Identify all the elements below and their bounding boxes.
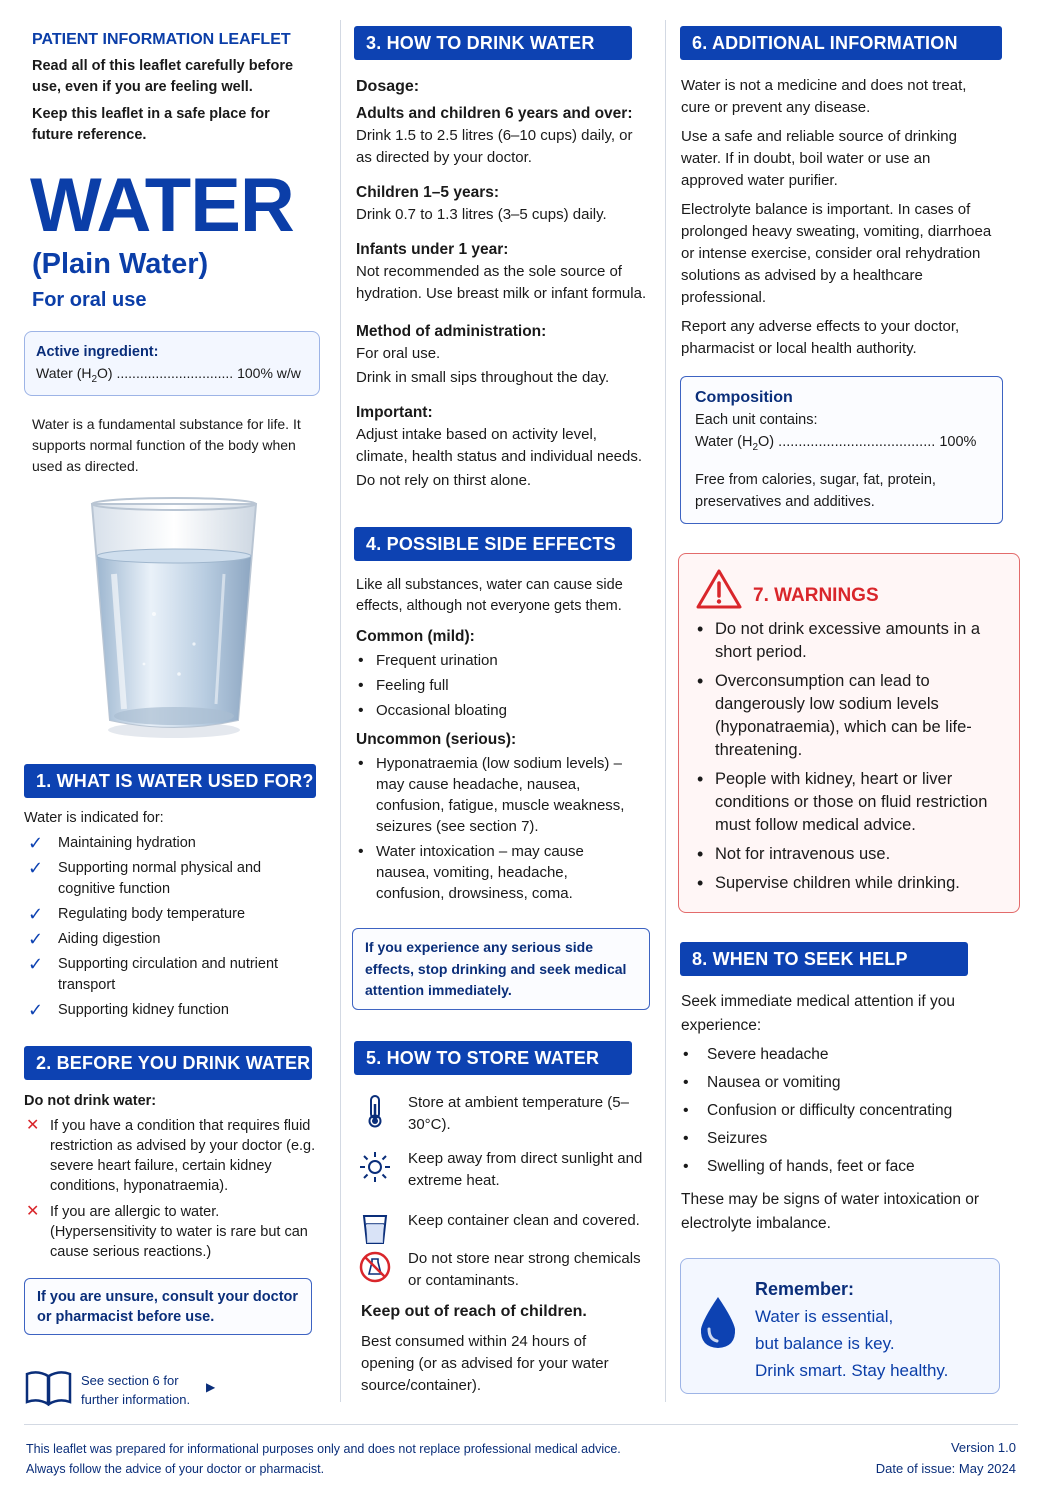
intro-text: Read all of this leaflet carefully before use, even if you are feeling well. bbox=[32, 58, 294, 95]
side-effects-note-box bbox=[352, 928, 650, 1010]
list-item: • Swelling of hands, feet or face bbox=[681, 1156, 1001, 1178]
section-3-header: 3. HOW TO DRINK WATER bbox=[354, 26, 632, 60]
section-1-header: 1. WHAT IS WATER USED FOR? bbox=[24, 764, 316, 798]
list-item: • Hyponatraemia (low sodium levels) – may cause headache, nausea, confusion, fatigue, muscle weakness, seizures (see section 7). bbox=[356, 753, 648, 837]
list-item: • Confusion or difficulty concentrating bbox=[681, 1100, 1001, 1122]
children-warning: Keep out of reach of children. bbox=[361, 1303, 587, 1320]
list-item: ✓ Maintaining hydration bbox=[28, 833, 196, 853]
adults-heading: Adults and children 6 years and over: bbox=[356, 105, 633, 122]
page-title: WATER bbox=[30, 163, 294, 248]
column-divider bbox=[340, 20, 341, 1402]
additional-text: Report any adverse effects to your doctor, pharmacist or local health authority. bbox=[681, 318, 960, 357]
section-5-header: 5. HOW TO STORE WATER bbox=[354, 1041, 632, 1075]
storage-row: Keep away from direct sunlight and extreme heat. bbox=[352, 1148, 652, 1192]
no-chemicals-icon bbox=[358, 1250, 392, 1284]
infants-text: Not recommended as the sole source of hydration. Use breast milk or infant formula. bbox=[356, 263, 647, 302]
contraindications-list bbox=[24, 1116, 322, 1262]
list-item: • Nausea or vomiting bbox=[681, 1072, 1001, 1094]
footer-divider bbox=[24, 1424, 1018, 1425]
list-item: • Feeling full bbox=[356, 675, 656, 696]
thermometer-icon bbox=[358, 1094, 392, 1128]
storage-row: Do not store near strong chemicals or contaminants. bbox=[352, 1248, 652, 1292]
children-heading: Children 1–5 years: bbox=[356, 184, 500, 201]
footer-version: Version 1.0 Date of issue: May 2024 bbox=[875, 1440, 1016, 1476]
list-item: • Supervise children while drinking. bbox=[695, 872, 1003, 895]
composition-line: Water $(H_2O)$ ....................................... 100% bbox=[695, 434, 977, 453]
sun-icon bbox=[358, 1150, 392, 1184]
infants-heading: Infants under 1 year: bbox=[356, 241, 509, 258]
check-icon: ✓ bbox=[28, 1000, 44, 1020]
section-2-intro: Do not drink water: bbox=[24, 1093, 157, 1109]
active-ingredient-heading: Active ingredient: bbox=[36, 344, 159, 360]
section-6-header: 6. ADDITIONAL INFORMATION bbox=[680, 26, 1002, 60]
important-text: Adjust intake based on activity level, climate, health status and individual needs. bbox=[356, 426, 643, 465]
warnings-box bbox=[678, 553, 1020, 913]
list-item: • Water intoxication – may cause nausea, vomiting, headache, confusion, drowsiness, coma. bbox=[356, 841, 626, 904]
important-text: Do not rely on thirst alone. bbox=[356, 472, 532, 489]
children-text: Drink 0.7 to 1.3 litres (3–5 cups) daily. bbox=[356, 206, 607, 223]
check-icon: ✓ bbox=[28, 929, 44, 949]
consult-note-box bbox=[24, 1278, 312, 1335]
cup-icon bbox=[358, 1212, 392, 1246]
section-8-outro: These may be signs of water intoxication or electrolyte imbalance. bbox=[681, 1191, 980, 1232]
uncommon-heading: Uncommon (serious): bbox=[356, 731, 517, 748]
common-heading: Common (mild): bbox=[356, 628, 475, 645]
list-item: • Seizures bbox=[681, 1128, 1001, 1150]
list-item: ✓ Regulating body temperature bbox=[28, 904, 246, 924]
method-text: Drink in small sips throughout the day. bbox=[356, 369, 610, 386]
warnings-list bbox=[695, 618, 1003, 895]
list-item: • People with kidney, heart or liver conditions or those on fluid restriction must follow medical advice. bbox=[695, 768, 1007, 837]
additional-text: Use a safe and reliable source of drinking water. If in doubt, boil water or use an approved water purifier. bbox=[681, 128, 957, 189]
additional-text: Electrolyte balance is important. In cases of prolonged heavy sweating, vomiting, diarrhoea or intense exercise, consider oral rehydration solutions as advised by a healthcare professional. bbox=[681, 201, 992, 306]
warnings-heading: 7. WARNINGS bbox=[753, 585, 879, 606]
section-4-intro: Like all substances, water can cause side effects, although not everyone gets them. bbox=[356, 577, 623, 614]
list-item: ✕ If you are allergic to water. (Hypersensitivity to water is rare but can cause serious reactions.) bbox=[26, 1203, 308, 1260]
list-item: • Severe headache bbox=[681, 1044, 1001, 1066]
storage-row: Store at ambient temperature (5–30°C). bbox=[352, 1092, 652, 1136]
list-item: ✕ If you have a condition that requires fluid restriction as advised by your doctor (e.g. severe heart failure, certain kidney conditions, hyponatraemia). bbox=[26, 1117, 316, 1194]
consume-text: Best consumed within 24 hours of opening (or as advised for your water source/container). bbox=[361, 1333, 609, 1394]
composition-each: Each unit contains: bbox=[695, 412, 818, 428]
column-divider bbox=[665, 20, 666, 1402]
remember-text: Water is essential, but balance is key. Drink smart. Stay healthy. bbox=[755, 1307, 949, 1380]
composition-heading: Composition bbox=[695, 389, 793, 406]
book-icon bbox=[24, 1368, 74, 1408]
method-text: For oral use. bbox=[356, 345, 441, 362]
list-item: ✓ Supporting kidney function bbox=[28, 1000, 229, 1020]
list-item: ✓ Supporting normal physical and cognitive function bbox=[28, 858, 262, 897]
section-2-header: 2. BEFORE YOU DRINK WATER bbox=[24, 1046, 312, 1080]
dosage-heading: Dosage: bbox=[356, 78, 420, 95]
route-label: For oral use bbox=[32, 289, 147, 311]
arrow-right-icon: ▶ bbox=[206, 1380, 216, 1394]
storage-row: Keep container clean and covered. bbox=[352, 1210, 652, 1232]
seek-help-list bbox=[681, 1044, 1001, 1178]
cross-icon: ✕ bbox=[26, 1203, 40, 1220]
composition-free: Free from calories, sugar, fat, protein, preservatives and additives. bbox=[695, 471, 936, 510]
adults-text: Drink 1.5 to 2.5 litres (6–10 cups) daily, or as directed by your doctor. bbox=[356, 127, 633, 166]
check-icon: ✓ bbox=[28, 833, 44, 853]
section-1-intro: Water is indicated for: bbox=[24, 810, 164, 826]
description-text: Water is a fundamental substance for life. It supports normal function of the body when used as directed. bbox=[32, 416, 301, 474]
section-4-header: 4. POSSIBLE SIDE EFFECTS bbox=[354, 527, 632, 561]
uncommon-effects-list bbox=[356, 753, 656, 904]
intro-text: Keep this leaflet in a safe place for future reference. bbox=[32, 106, 270, 143]
check-icon: ✓ bbox=[28, 904, 44, 924]
active-ingredient-line: Water $(H_2O)$ .............................. 100% w/w bbox=[36, 365, 301, 385]
check-icon: ✓ bbox=[28, 858, 44, 878]
composition-box bbox=[680, 376, 1003, 524]
list-item: • Not for intravenous use. bbox=[695, 843, 1003, 866]
footer-disclaimer: This leaflet was prepared for informational purposes only and does not replace professional medical advice. Always follow the advice of your doctor or pharmacist. bbox=[26, 1442, 621, 1476]
leaflet-label: PATIENT INFORMATION LEAFLET bbox=[32, 31, 291, 48]
method-heading: Method of administration: bbox=[356, 323, 547, 340]
list-item: • Frequent urination bbox=[356, 650, 656, 671]
warning-icon bbox=[695, 568, 743, 610]
page-subtitle: (Plain Water) bbox=[32, 248, 209, 280]
active-ingredient-box bbox=[24, 331, 320, 396]
cross-icon: ✕ bbox=[26, 1117, 40, 1134]
water-drop-icon bbox=[697, 1295, 739, 1351]
side-effects-note: If you experience any serious side effects, stop drinking and seek medical attention immediately. bbox=[365, 939, 627, 998]
list-item: ✓ Aiding digestion bbox=[28, 929, 161, 949]
list-item: • Overconsumption can lead to dangerously low sodium levels (hyponatraemia), which can be life-threatening. bbox=[695, 670, 985, 762]
important-heading: Important: bbox=[356, 404, 433, 421]
remember-heading: Remember: bbox=[755, 1279, 855, 1299]
list-item: • Occasional bloating bbox=[356, 700, 656, 721]
uses-list bbox=[24, 833, 324, 1021]
see-section-link: See section 6 for further information. bbox=[81, 1373, 191, 1407]
check-icon: ✓ bbox=[28, 954, 44, 974]
consult-note: If you are unsure, consult your doctor or pharmacist before use. bbox=[37, 1289, 299, 1325]
additional-text: Water is not a medicine and does not treat, cure or prevent any disease. bbox=[681, 77, 967, 116]
section-8-intro: Seek immediate medical attention if you experience: bbox=[681, 993, 955, 1034]
list-item: • Do not drink excessive amounts in a short period. bbox=[695, 618, 995, 664]
remember-box bbox=[680, 1258, 1000, 1394]
list-item: ✓ Supporting circulation and nutrient transport bbox=[28, 954, 279, 993]
water-glass-icon bbox=[84, 494, 264, 744]
section-8-header: 8. WHEN TO SEEK HELP bbox=[680, 942, 968, 976]
common-effects-list bbox=[356, 650, 656, 721]
